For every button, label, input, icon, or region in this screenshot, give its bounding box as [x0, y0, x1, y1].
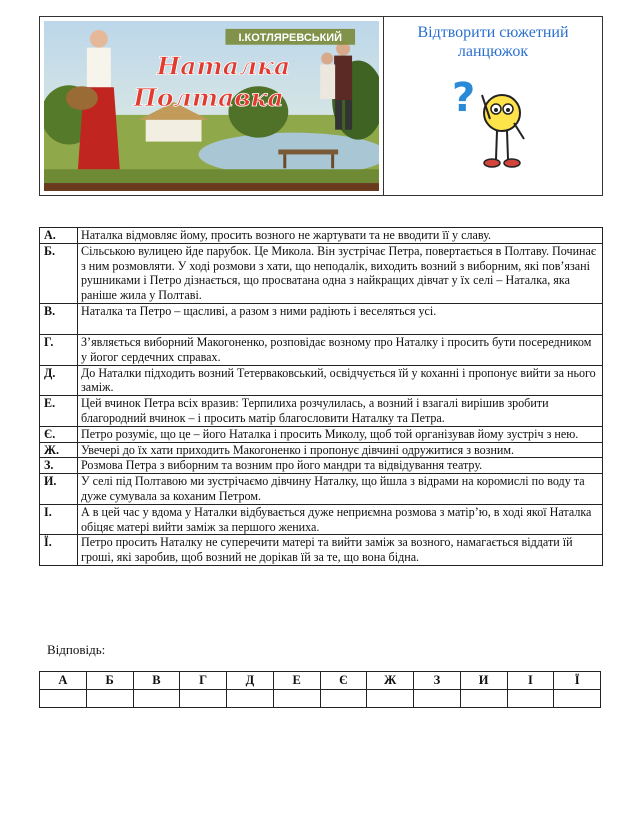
- poster-title-line2: Полтавка: [133, 83, 284, 112]
- answer-cell[interactable]: [460, 690, 507, 708]
- table-row: [40, 228, 603, 244]
- event-text: Петро розуміє, що це – його Наталка і просить Миколу, щоб той організував йому зустріч з нею.: [78, 426, 603, 442]
- event-text: Петро просить Наталку не суперечити матері та вийти заміж за возного, намагається віддати їй гроші, які заробив, щоб возний не дорікав їй за те, що вона бідна.: [78, 535, 603, 566]
- answer-cell[interactable]: [40, 690, 87, 708]
- answer-letter: Д: [227, 672, 274, 690]
- answer-letter: З: [414, 672, 461, 690]
- event-text: Цей вчинок Петра всіх вразив: Терпилиха розчулилась, а возний і взагалі вирішив зробити благородний вчинок – і просить матір благословити Наталку та Петра.: [78, 396, 603, 427]
- table-row: [40, 474, 603, 505]
- event-letter: Ж.: [40, 442, 78, 458]
- answer-cell[interactable]: [180, 690, 227, 708]
- table-row: [40, 396, 603, 427]
- answer-cell[interactable]: [507, 690, 554, 708]
- table-row: [40, 334, 603, 365]
- task-title: Відтворити сюжетний ланцюжок: [417, 24, 569, 60]
- poster-image: [40, 17, 384, 195]
- table-row: [40, 535, 603, 566]
- event-letter: И.: [40, 474, 78, 505]
- svg-text:?: ?: [452, 75, 476, 121]
- poster-author: І.КОТЛЯРЕВСЬКИЙ: [238, 31, 343, 44]
- answer-letter: А: [40, 672, 87, 690]
- event-letter: Г.: [40, 334, 78, 365]
- answer-letter: Є: [320, 672, 367, 690]
- answer-label: Відповідь:: [47, 642, 106, 657]
- event-text: Наталка та Петро – щасливі, а разом з ними радіють і веселяться усі.: [78, 303, 603, 334]
- answer-letter: В: [133, 672, 180, 690]
- event-letter: Е.: [40, 396, 78, 427]
- answer-cell[interactable]: [273, 690, 320, 708]
- event-text: До Наталки підходить возний Тетерваковський, освідчується їй у коханні і пропонує вийти за нього заміж.: [78, 365, 603, 396]
- poster-illustration: [44, 21, 379, 191]
- task-box: [384, 17, 602, 195]
- table-row: [40, 365, 603, 396]
- event-letter: Б.: [40, 243, 78, 303]
- event-text: Сільською вулицею йде парубок. Це Микола. Він зустрічає Петра, повертається в Полтаву. Починає з ним розмовляти. У ході розмови з хати, що неподалік, виходить возний з виборним, які пов’язані рушниками і Петро дізнається, що просватана одна з найкращих дівчат у їх селі – Наталка, яка раніше жила у Полтаві.: [78, 243, 603, 303]
- answer-cell[interactable]: [414, 690, 461, 708]
- event-letter: І.: [40, 504, 78, 535]
- answer-letter: Ї: [554, 672, 601, 690]
- event-letter: А.: [40, 228, 78, 244]
- table-row: [40, 426, 603, 442]
- answer-header-row: [40, 672, 601, 690]
- answer-table: [39, 671, 601, 708]
- thinking-figure-icon: [444, 73, 544, 185]
- table-row: [40, 243, 603, 303]
- table-row: [40, 458, 603, 474]
- event-text: З’являється виборний Макогоненко, розповідає возному про Наталку і просить бути посередником у йогог сердечних справах.: [78, 334, 603, 365]
- table-row: [40, 504, 603, 535]
- table-row: [40, 303, 603, 334]
- answer-cell[interactable]: [86, 690, 133, 708]
- event-letter: З.: [40, 458, 78, 474]
- answer-letter: Ж: [367, 672, 414, 690]
- header-block: [39, 16, 603, 196]
- table-row: [40, 442, 603, 458]
- event-text: Наталка відмовляє йому, просить возного не жартувати та не вводити її у славу.: [78, 228, 603, 244]
- event-letter: Є.: [40, 426, 78, 442]
- answer-cell[interactable]: [367, 690, 414, 708]
- poster-title-line1: Наталка: [156, 51, 291, 81]
- answer-input-row[interactable]: [40, 690, 601, 708]
- answer-cell[interactable]: [554, 690, 601, 708]
- answer-cell[interactable]: [133, 690, 180, 708]
- answer-cell[interactable]: [227, 690, 274, 708]
- event-letter: В.: [40, 303, 78, 334]
- event-text: Розмова Петра з виборним та возним про його мандри та відвідування театру.: [78, 458, 603, 474]
- event-text: У селі під Полтавою ми зустрічаємо дівчину Наталку, що йшла з відрами на коромислі по воду та дуже сумувала за коханим Петром.: [78, 474, 603, 505]
- answer-letter: Б: [86, 672, 133, 690]
- event-text: Увечері до їх хати приходить Макогоненко і пропонує дівчині одружитися з возним.: [78, 442, 603, 458]
- event-letter: Ї.: [40, 535, 78, 566]
- event-text: А в цей час у вдома у Наталки відбувається дуже неприємна розмова з матір’ю, в ході якої Наталка обіцяє матері вийти заміж за першого жениха.: [78, 504, 603, 535]
- answer-letter: Г: [180, 672, 227, 690]
- answer-cell[interactable]: [320, 690, 367, 708]
- events-table: [39, 227, 603, 566]
- answer-letter: Е: [273, 672, 320, 690]
- event-letter: Д.: [40, 365, 78, 396]
- answer-letter: И: [460, 672, 507, 690]
- answer-letter: І: [507, 672, 554, 690]
